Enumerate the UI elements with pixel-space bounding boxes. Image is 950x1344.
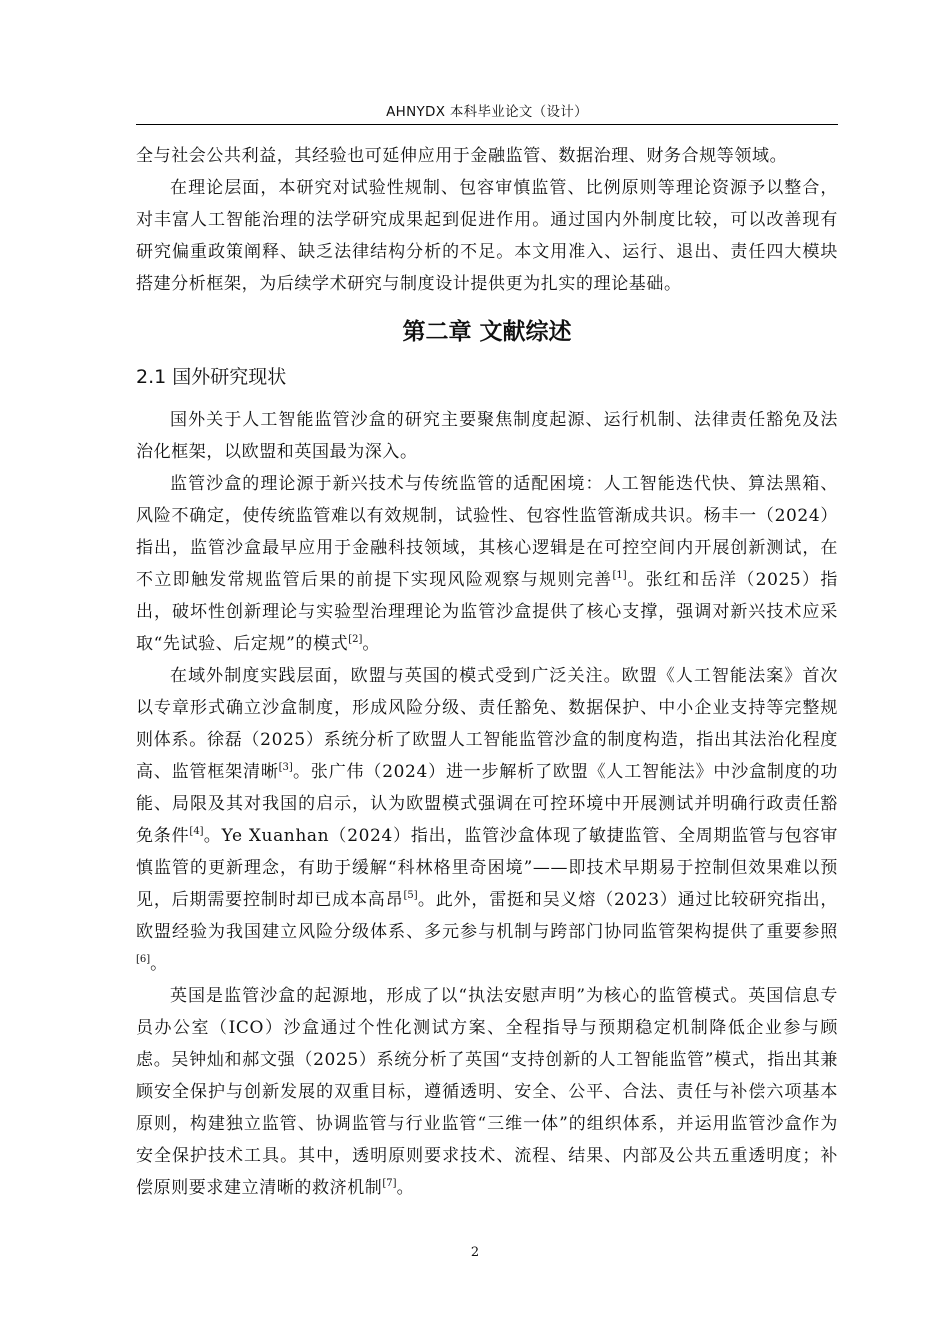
text-run: 。张红和岳洋（2025）指出，破坏性创新理论与实验型治理理论为监管沙盒提供了核心支撑，强调对新兴技术应采取“先试验、后定规”的模式 [136,570,838,654]
citation-ref: [1] [612,570,627,581]
text-run: 。 [362,634,380,654]
document-body [136,140,838,1204]
paragraph-eu-practice [136,660,838,980]
text-run: 在域外制度实践层面，欧盟与英国的模式受到广泛关注。欧盟《人工智能法案》首次以专章形式确立沙盒制度，形成风险分级、责任豁免、数据保护、中小企业支持等完整规则体系。徐磊（2025）系统分析了欧盟人工智能监管沙盒的制度构造，指出其法治化程度高、监管框架清晰 [136,666,838,782]
header-divider [136,124,838,125]
page-number: 2 [470,1245,480,1260]
text-run: 。张广伟（2024）进一步解析了欧盟《人工智能法》中沙盒制度的功能、局限及其对我国的启示，认为欧盟模式强调在可控环境中开展测试并明确行政责任豁免条件 [136,762,838,846]
chapter-title: 第二章 文献综述 [402,319,572,345]
section-heading: 2.1 国外研究现状 [136,366,287,388]
paragraph-theory: 在理论层面，本研究对试验性规制、包容审慎监管、比例原则等理论资源予以整合，对丰富人工智能治理的法学研究成果起到促进作用。通过国内外制度比较，可以改善现有研究偏重政策阐释、缺乏法律结构分析的不足。本文用准入、运行、退出、责任四大模块搭建分析框架，为后续学术研究与制度设计提供更为扎实的理论基础。 [136,178,838,294]
text-run: 英国是监管沙盒的起源地，形成了以“执法安慰声明”为核心的监管模式。英国信息专员办公室（ICO）沙盒通过个性化测试方案、全程指导与预期稳定机制降低企业参与顾虑。吴钟灿和郝文强（2025）系统分析了英国“支持创新的人工智能监管”模式，指出其兼顾安全保护与创新发展的双重目标，遵循透明、安全、公平、合法、责任与补偿六项基本原则，构建独立监管、协调监管与行业监管“三维一体”的组织体系，并运用监管沙盒作为安全保护技术工具。其中，透明原则要求技术、流程、结果、内部及公共五重透明度；补偿原则要求建立清晰的救济机制 [136,986,838,1198]
running-header: AHNYDX 本科毕业论文（设计） [386,104,588,120]
citation-ref: [5] [403,890,418,901]
text-run: 。 [396,1178,415,1198]
text-run: 监管沙盒的理论源于新兴技术与传统监管的适配困境：人工智能迭代快、算法黑箱、风险不确定，使传统监管难以有效规制，试验性、包容性监管渐成共识。杨丰一（2024）指出，监管沙盒最早应用于金融科技领域，其核心逻辑是在可控空间内开展创新测试，在不立即触发常规监管后果的前提下实现风险观察与规则完善 [136,474,838,590]
paragraph-uk-model [136,980,838,1204]
citation-ref: [4] [189,826,204,837]
paragraph-theory-origin [136,468,838,660]
text-run: 。Ye Xuanhan（2024）指出，监管沙盒体现了敏捷监管、全周期监管与包容审慎监管的更新理念，有助于缓解“科林格里奇困境”——即技术早期易于控制但效果难以预见，后期需要控制时却已成本高昂 [136,826,838,910]
paragraph-overview: 国外关于人工智能监管沙盒的研究主要聚焦制度起源、运行机制、法律责任豁免及法治化框架，以欧盟和英国最为深入。 [136,410,838,462]
text-run: 。 [150,954,168,974]
citation-ref: [2] [348,634,363,645]
citation-ref: [3] [278,762,293,773]
citation-ref: [7] [382,1178,397,1189]
text-run: 。此外，雷挺和吴义熔（2023）通过比较研究指出，欧盟经验为我国建立风险分级体系、多元参与机制与跨部门协同监管架构提供了重要参照 [136,890,839,942]
citation-ref: [6] [136,954,151,965]
paragraph-continued: 全与社会公共利益，其经验也可延伸应用于金融监管、数据治理、财务合规等领域。 [136,146,788,166]
